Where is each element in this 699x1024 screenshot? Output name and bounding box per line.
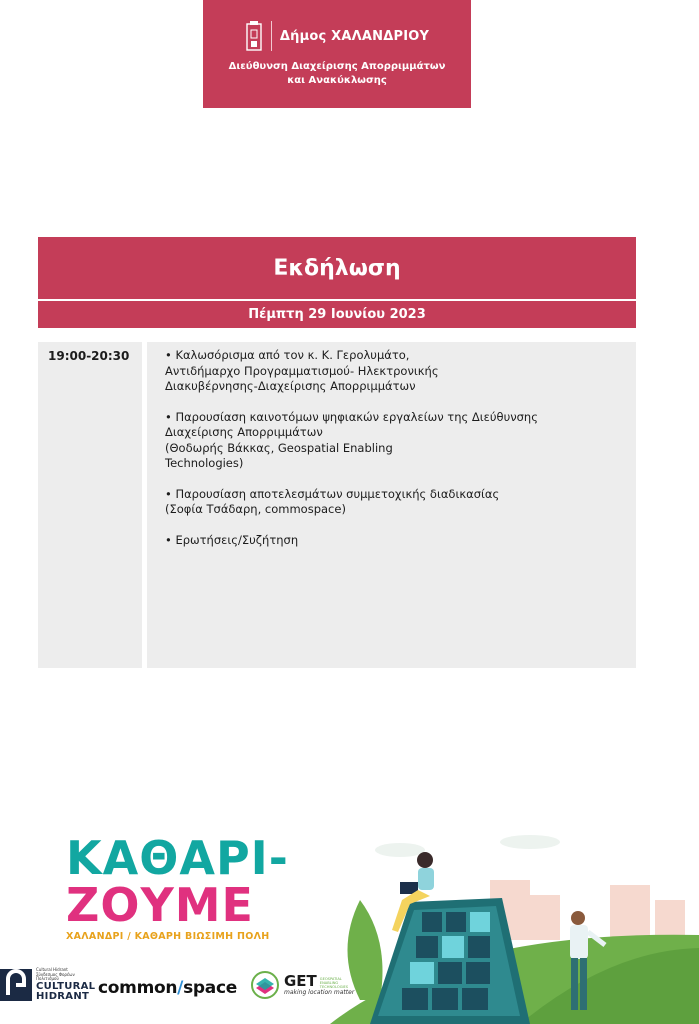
campaign-title-line-2: ΖΟΥΜΕ [66, 878, 254, 932]
commonspace-logo [98, 978, 237, 998]
agenda-line: Technologies) [165, 456, 244, 470]
cultural-hidrant-small-3: Πολιτισμού [36, 976, 59, 981]
agenda-line: • Ερωτήσεις/Συζήτηση [165, 532, 299, 547]
event-date: Πέμπτη 29 Ιουνίου 2023 [38, 301, 636, 328]
cultural-hidrant-logo [0, 968, 95, 1002]
campaign-logo [66, 831, 289, 942]
get-small-1: GEOSPATIAL [319, 977, 342, 981]
get-small-3: TECHNOLOGIES [319, 985, 349, 989]
solar-panel-illustration [330, 830, 699, 1024]
brand-divider [271, 21, 272, 51]
municipality-seal-icon [245, 20, 263, 52]
agenda-line: Αντιδήμαρχο Προγραμματισμού- Ηλεκτρονικής [165, 363, 439, 378]
municipality-header [203, 0, 471, 108]
municipality-brand [203, 20, 471, 52]
department-line-1: Διεύθυνση Διαχείρισης Απορριμμάτων [228, 61, 446, 72]
campaign-title-line-1: ΚΑΘΑΡΙ- [66, 831, 289, 885]
cultural-hidrant-small-1: Cultural Hidrant [36, 967, 68, 972]
schedule-time: 19:00-20:30 [48, 349, 130, 363]
get-word: GET [284, 972, 317, 990]
agenda-item [165, 410, 626, 472]
get-small-2: ENABLING [319, 981, 339, 985]
cultural-hidrant-name-2: HIDRANT [36, 990, 90, 1002]
schedule-time-cell [38, 342, 142, 668]
agenda-item [165, 348, 626, 395]
agenda-line: Διακυβέρνησης-Διαχείρισης Απορριμμάτων [165, 379, 416, 393]
agenda-line: (Σοφία Τσάδαρη, commospace) [165, 502, 346, 516]
agenda-line: (Θοδωρής Βάκκας, Geospatial Enabling [165, 440, 393, 455]
agenda-item [165, 533, 626, 549]
cultural-hidrant-name-1: CULTURAL [36, 980, 96, 992]
agenda-line: Διαχείρισης Απορριμμάτων [165, 425, 323, 439]
agenda-line: • Παρουσίαση αποτελεσμάτων συμμετοχικής διαδικασίας [165, 486, 500, 501]
agenda-line: • Καλωσόρισμα από τον κ. Κ. Γερολυμάτο, [165, 348, 410, 362]
get-tagline: making location matter [284, 989, 355, 996]
commonspace-slash: / [177, 978, 184, 998]
municipality-name: Δήμος ΧΑΛΑΝΔΡΙΟΥ [279, 28, 430, 44]
cultural-hidrant-small-2: Σύνδεσμος Φορέων [36, 971, 75, 977]
cultural-hidrant-text [36, 968, 95, 1002]
partner-logos [0, 960, 360, 1010]
schedule-content-cell [147, 342, 636, 668]
agenda-item [165, 487, 626, 518]
agenda-line: • Παρουσίαση καινοτόμων ψηφιακών εργαλείων της Διεύθυνσης [165, 409, 538, 424]
campaign-tagline: ΧΑΛΑΝΔΡΙ / ΚΑΘΑΡΗ ΒΙΩΣΙΜΗ ΠΟΛΗ [66, 931, 270, 942]
event-title: Εκδήλωση [38, 237, 636, 299]
department-name [203, 60, 471, 88]
commonspace-text-a: common [98, 978, 178, 998]
cultural-hidrant-mark-icon [0, 969, 32, 1001]
commonspace-text-b: space [183, 978, 237, 998]
department-line-2: και Ανακύκλωσης [287, 75, 387, 86]
get-mark-icon [250, 970, 280, 1000]
